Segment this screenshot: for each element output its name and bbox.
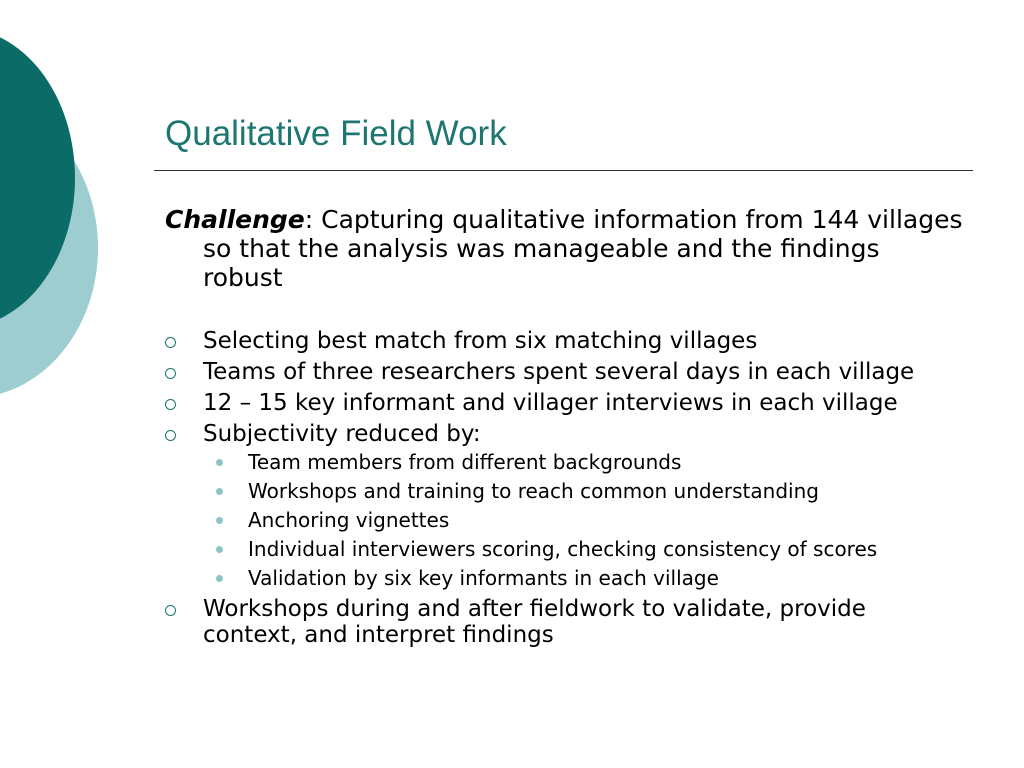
- sub-bullet-text: Anchoring vignettes: [248, 508, 450, 532]
- sub-bullet-text: Individual interviewers scoring, checking consistency of scores: [248, 537, 878, 561]
- dot-bullet-icon: [216, 517, 223, 524]
- sub-bullet-item: [203, 537, 965, 561]
- bullet-text: Subjectivity reduced by:: [203, 421, 481, 447]
- bullet-item: [165, 596, 965, 648]
- dot-bullet-icon: [216, 459, 223, 466]
- dot-bullet-icon: [216, 575, 223, 582]
- sub-bullet-item: [203, 566, 965, 590]
- sub-bullet-text: Workshops and training to reach common understanding: [248, 479, 819, 503]
- bullet-text: Selecting best match from six matching villages: [203, 328, 758, 354]
- bullet-item: [165, 328, 965, 354]
- hollow-circle-bullet-icon: [165, 337, 176, 348]
- sub-bullet-list: [203, 450, 965, 590]
- sub-bullet-item: [203, 508, 965, 532]
- bullet-text: Teams of three researchers spent several days in each village: [203, 359, 915, 385]
- hollow-circle-bullet-icon: [165, 399, 176, 410]
- challenge-statement: [165, 205, 965, 292]
- sub-bullet-text: Validation by six key informants in each village: [248, 566, 719, 590]
- challenge-label: Challenge: [165, 205, 305, 234]
- dot-bullet-icon: [216, 546, 223, 553]
- bullet-list: [165, 328, 965, 648]
- slide-body: [165, 205, 965, 653]
- bullet-item: [165, 390, 965, 416]
- sub-bullet-text: Team members from different backgrounds: [248, 450, 682, 474]
- challenge-text: : Capturing qualitative information from 144 villages so that the analysis was manageable and the findings robust: [203, 205, 963, 292]
- sub-bullet-item: [203, 450, 965, 474]
- bullet-item: [165, 421, 965, 590]
- hollow-circle-bullet-icon: [165, 430, 176, 441]
- dot-bullet-icon: [216, 488, 223, 495]
- bullet-text: 12 – 15 key informant and villager interviews in each village: [203, 390, 898, 416]
- slide-title: Qualitative Field Work: [165, 114, 507, 153]
- bullet-item: [165, 359, 965, 385]
- title-divider: [154, 170, 973, 171]
- sub-bullet-item: [203, 479, 965, 503]
- bullet-text: Workshops during and after fieldwork to validate, provide context, and interpret findings: [203, 596, 866, 648]
- hollow-circle-bullet-icon: [165, 605, 176, 616]
- hollow-circle-bullet-icon: [165, 368, 176, 379]
